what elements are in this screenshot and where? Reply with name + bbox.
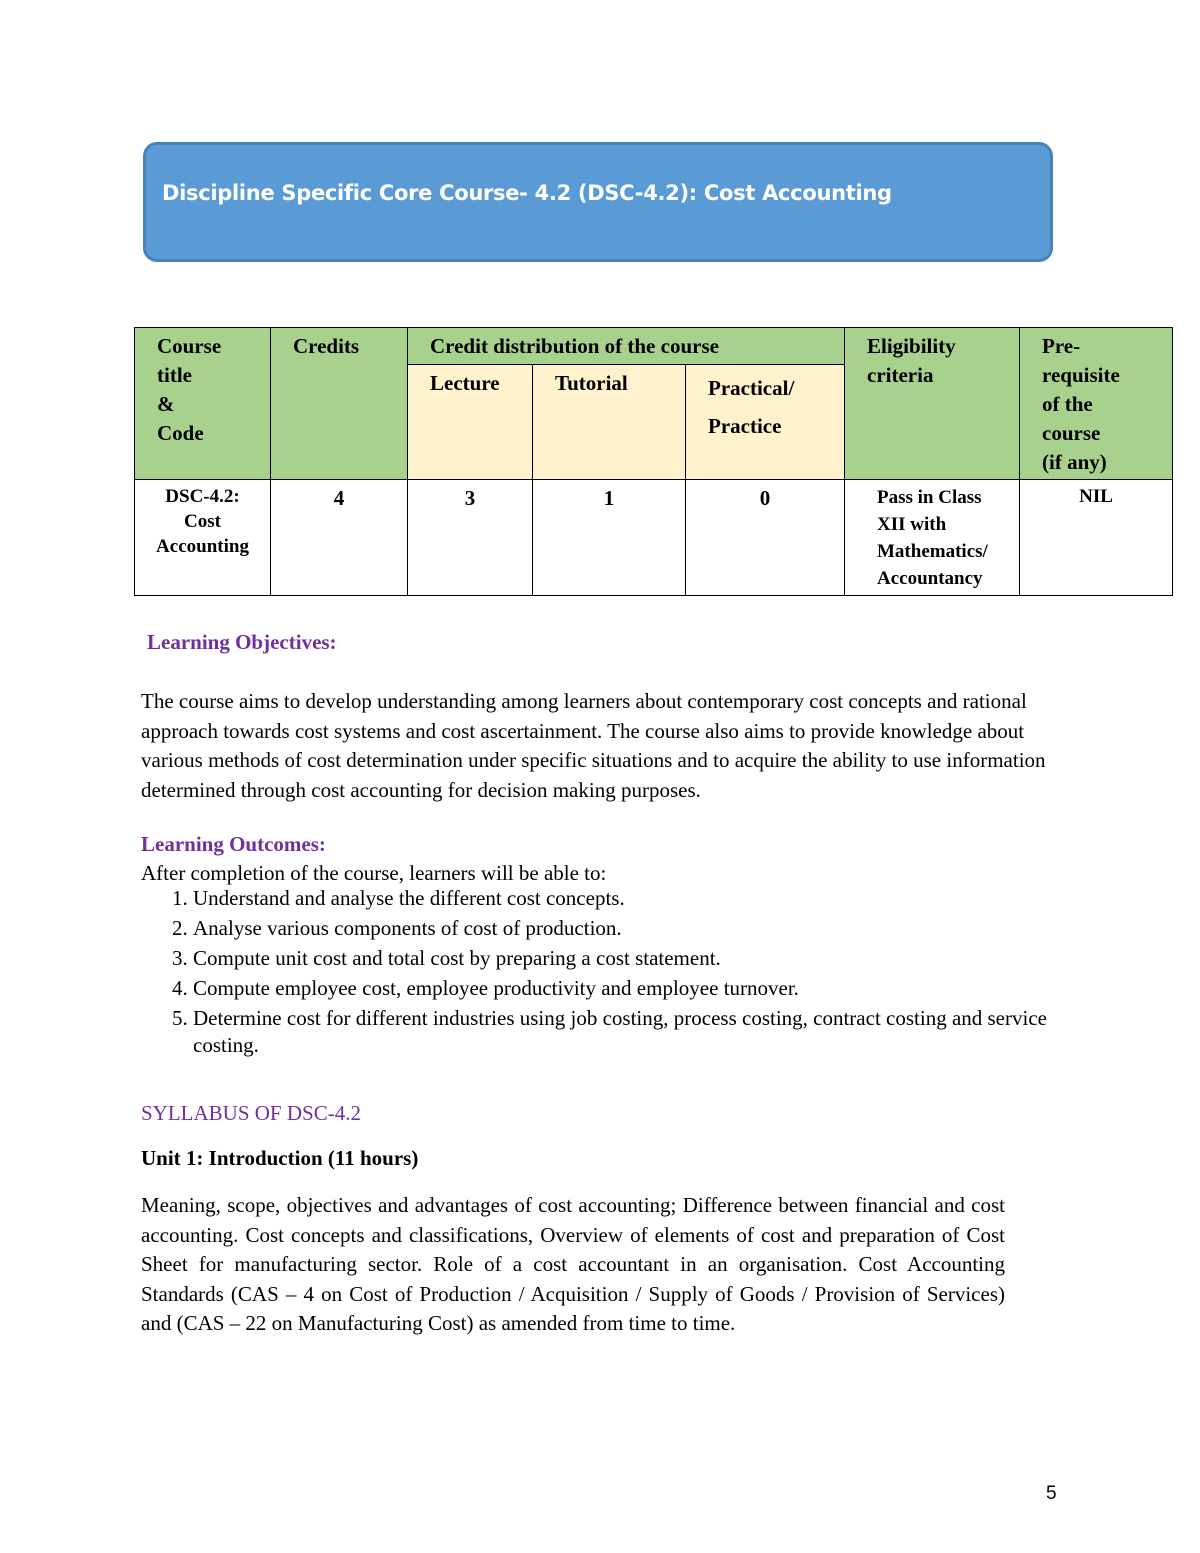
cell-credits: 4 (271, 480, 408, 596)
list-item: 1. Understand and analyse the different cost concepts. (193, 885, 1093, 912)
page-number: 5 (1046, 1483, 1057, 1504)
list-item: 2. Analyse various components of cost of production. (193, 915, 1093, 942)
outcomes-intro: After completion of the course, learners will be able to: (141, 861, 607, 885)
header-credit-distribution: Credit distribution of the course (408, 328, 845, 365)
syllabus-heading: SYLLABUS OF DSC-4.2 (141, 1101, 361, 1125)
list-item: 3. Compute unit cost and total cost by preparing a cost statement. (193, 945, 1093, 972)
course-banner (143, 142, 1053, 262)
header-tutorial: Tutorial (533, 365, 686, 480)
header-prerequisite: Pre- requisite of the course (if any) (1020, 328, 1173, 480)
objectives-text: The course aims to develop understanding among learners about contemporary cost concepts and rational approach towards cost systems and cost ascertainment. The course also aims to provide knowledge about various methods of cost determination under specific situations and to acquire the ability to use information determined through cost accounting for decision making purposes. (141, 689, 1046, 802)
list-item: 4. Compute employee cost, employee productivity and employee turnover. (193, 975, 1093, 1002)
cell-course-title: DSC-4.2: Cost Accounting (135, 480, 271, 596)
cell-tutorial: 1 (533, 480, 686, 596)
cell-practical: 0 (686, 480, 845, 596)
list-item: 5. Determine cost for different industries using job costing, process costing, contract costing and service costing. (193, 1005, 1093, 1059)
header-eligibility: Eligibility criteria (845, 328, 1020, 480)
header-practical: Practical/ Practice (686, 365, 845, 480)
outcomes-list (141, 885, 1093, 1062)
header-credits: Credits (271, 328, 408, 480)
cell-eligibility: Pass in Class XII with Mathematics/ Accountancy (845, 480, 1020, 596)
objectives-heading: Learning Objectives: (147, 630, 337, 654)
outcomes-heading: Learning Outcomes: (141, 832, 326, 856)
header-course-title: Course title & Code (135, 328, 271, 480)
course-details-table (134, 327, 1173, 596)
cell-lecture: 3 (408, 480, 533, 596)
unit1-title: Unit 1: Introduction (11 hours) (141, 1146, 419, 1170)
unit1-text: Meaning, scope, objectives and advantages of cost accounting; Difference between financial and cost accounting. Cost concepts and classifications, Overview of elements of cost and preparation of Cost Sheet for manufacturing sector. Role of a cost accountant in an organisation. Cost Accounting Standards (CAS – 4 on Cost of Production / Acquisition / Supply of Goods / Provision of Services) and (CAS – 22 on Manufacturing Cost) as amended from time to time. (141, 1193, 1005, 1335)
cell-prerequisite: NIL (1020, 480, 1173, 596)
banner-title: Discipline Specific Core Course- 4.2 (DSC-4.2): Cost Accounting (162, 181, 892, 205)
header-lecture: Lecture (408, 365, 533, 480)
